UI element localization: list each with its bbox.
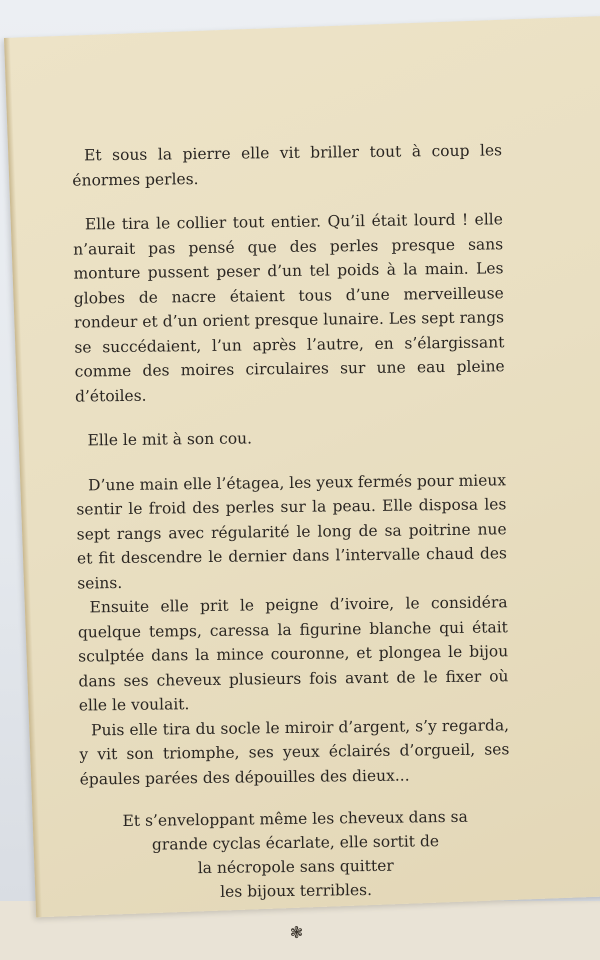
paragraph-5: Ensuite elle prit le peigne d’ivoire, le considéra quelque temps, caressa la figurine blanche qui était sculptée dans la mince couronne, et plongea le bijou dans ses cheveux plusieurs fois avant de le fixer où elle le voulait.	[77, 593, 509, 715]
book-page	[4, 15, 600, 942]
closing-verse	[80, 804, 511, 905]
paragraph-1: Et sous la pierre elle vit briller tout à coup les énormes perles.	[72, 141, 503, 190]
page-text	[72, 138, 512, 948]
closing-line-4: les bijoux terribles.	[220, 880, 373, 901]
paragraph-6: Puis elle tira du socle le miroir d’argent, s’y regarda, y vit son triomphe, ses yeux éclairés d’orgueil, ses épaules parées des dépouilles des dieux...	[79, 715, 510, 789]
paragraph-4: D’une main elle l’étagea, les yeux fermés pour mieux sentir le froid des perles sur la peau. Elle disposa les sept rangs avec régularité le long de sa poitrine nue et fit descendre le dernier dans l’intervalle chaud des seins.	[76, 470, 508, 593]
paragraph-2: Elle tira le collier tout entier. Qu’il était lourd ! elle n’aurait pas pensé que des perles presque sans monture pussent peser d’un tel poids à la main. Les globes de nacre étaient tous d’une merveilleuse rondeur et d’un orient presque lunaire. Les sept rangs se succédaient, l’un après l’autre, en s’élargissant comme des moires circulaires sur une eau pleine d’étoiles.	[73, 210, 505, 406]
flower-ornament-icon: ❃	[289, 922, 304, 942]
closing-line-1: Et s’enveloppant même les cheveux dans sa	[122, 807, 468, 831]
closing-line-3: la nécropole sans quitter	[197, 856, 394, 878]
closing-line-2: grande cyclas écarlate, elle sortit de	[151, 832, 440, 854]
paragraph-3: Elle le mit à son cou.	[87, 429, 253, 450]
